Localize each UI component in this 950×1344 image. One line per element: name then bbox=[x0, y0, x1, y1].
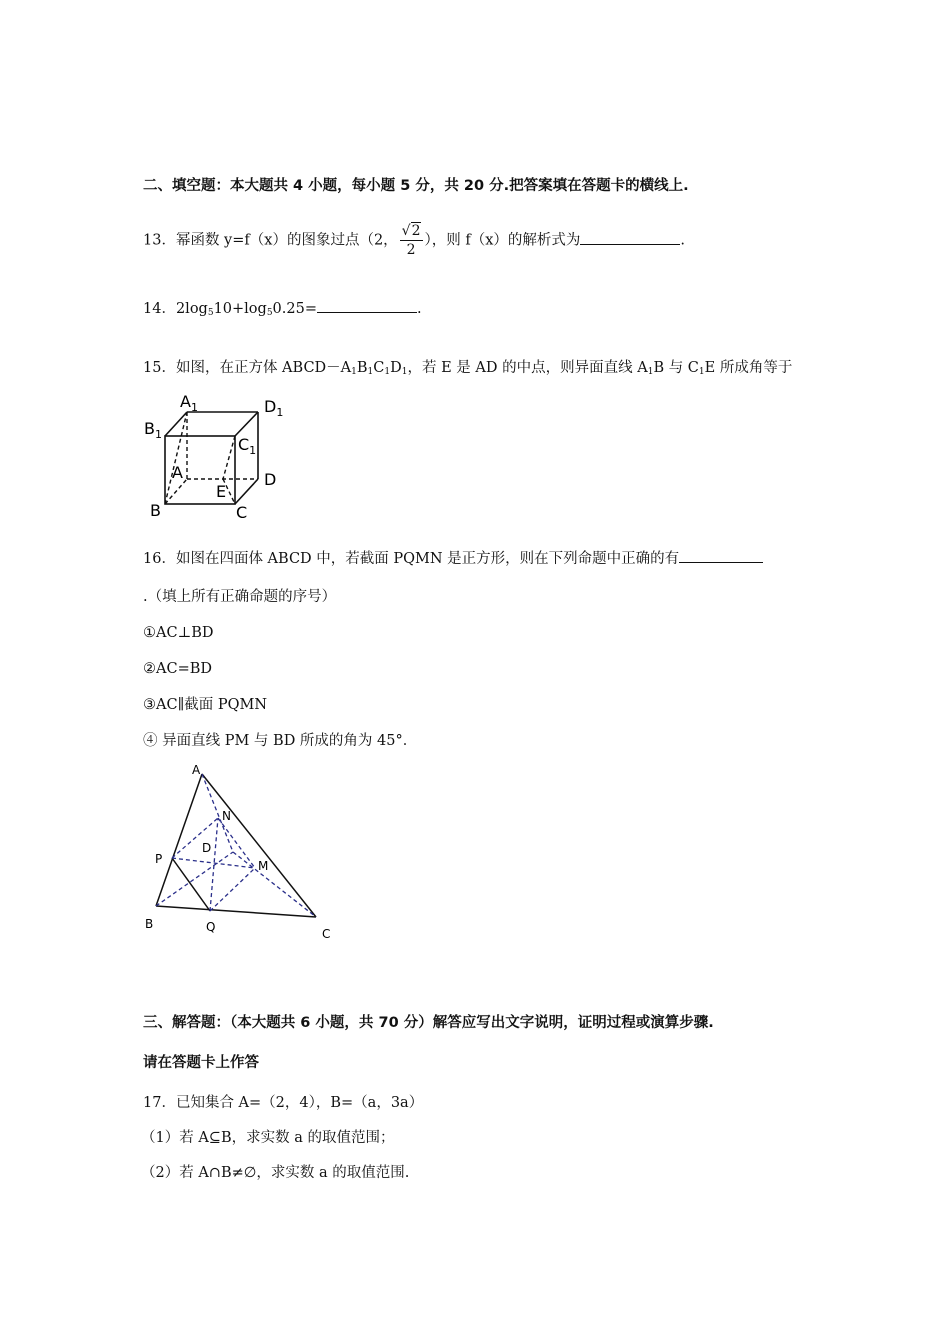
q14-answer-blank[interactable] bbox=[317, 298, 417, 313]
q17-part-2: （2）若 A∩B≠∅，求实数 a 的取值范围. bbox=[141, 1165, 410, 1181]
q17-part-1: （1）若 A⊆B，求实数 a 的取值范围； bbox=[141, 1130, 395, 1146]
q15-text-3: C bbox=[373, 360, 385, 376]
label-N: N bbox=[222, 809, 231, 823]
q15-sub-3: 1 bbox=[384, 367, 391, 377]
label-M: M bbox=[258, 859, 269, 873]
section-3-subheading: 请在答题卡上作答 bbox=[143, 1055, 259, 1071]
label-P: P bbox=[155, 852, 163, 866]
question-13 bbox=[143, 222, 685, 259]
q15-text-7: E 所成角等于 bbox=[704, 360, 793, 376]
q15-sub-4: 1 bbox=[401, 367, 408, 377]
label-C: C bbox=[322, 927, 331, 941]
q14-text-1: 14．2log bbox=[143, 301, 208, 317]
section-3-heading: 三、解答题：（本大题共 6 小题，共 70 分）解答应写出文字说明，证明过程或演算步骤. bbox=[143, 1015, 714, 1031]
label-B: B bbox=[150, 501, 161, 520]
label-E: E bbox=[216, 482, 227, 501]
q15-sub-5: 1 bbox=[647, 367, 654, 377]
tetrahedron-figure bbox=[140, 760, 340, 945]
q15-text-4: D bbox=[390, 360, 402, 376]
label-D: D bbox=[264, 470, 277, 489]
q14-end: . bbox=[416, 301, 422, 317]
q14-text-3: 0.25= bbox=[272, 301, 317, 317]
question-14 bbox=[143, 298, 422, 323]
q15-sub-1: 1 bbox=[351, 367, 357, 377]
fraction-radicand: 2 bbox=[411, 223, 421, 239]
q15-sub-2: 1 bbox=[367, 367, 374, 377]
sqrt2-over-2-fraction: $\frac{√2}{2}$ bbox=[401, 223, 421, 258]
q16-answer-blank[interactable] bbox=[679, 548, 763, 563]
q16-instruction: .（填上所有正确命题的序号） bbox=[143, 589, 337, 605]
q15-text-2: B bbox=[356, 360, 368, 376]
q13-end: . bbox=[680, 232, 686, 249]
label-Q: Q bbox=[206, 920, 216, 934]
q16-text-1: 16．如图在四面体 ABCD 中，若截面 PQMN 是正方形，则在下列命题中正确的有 bbox=[143, 551, 680, 567]
label-B1: $B_1$ bbox=[144, 419, 162, 441]
question-15 bbox=[143, 358, 792, 382]
label-D: D bbox=[202, 841, 212, 855]
q15-text-1: 15．如图，在正方体 ABCD－A bbox=[143, 360, 352, 376]
q16-option-4: ④ 异面直线 PM 与 BD 所成的角为 45°． bbox=[143, 733, 418, 749]
cube-figure bbox=[140, 388, 300, 523]
q13-answer-blank[interactable] bbox=[580, 230, 680, 245]
q14-sub-2: 5 bbox=[266, 308, 273, 318]
question-16 bbox=[143, 548, 763, 569]
q14-text-2: 10+log bbox=[213, 301, 267, 317]
question-17: 17．已知集合 A=（2，4），B=（a，3a） bbox=[143, 1095, 424, 1111]
q15-text-5: ，若 E 是 AD 的中点，则异面直线 A bbox=[407, 360, 648, 376]
q15-sub-6: 1 bbox=[698, 367, 705, 377]
q16-option-2: ②AC=BD bbox=[143, 661, 212, 677]
q15-text-6: B 与 C bbox=[653, 360, 699, 376]
q14-sub-1: 5 bbox=[207, 308, 214, 318]
label-D1: $D_1$ bbox=[264, 397, 284, 419]
label-A1: $A_1$ bbox=[180, 392, 198, 414]
q13-suffix: ），则 f（x）的解析式为 bbox=[424, 232, 581, 249]
q16-option-1: ①AC⊥BD bbox=[143, 625, 214, 641]
section-2-heading: 二、填空题：本大题共 4 小题，每小题 5 分，共 20 分.把答案填在答题卡的横线上. bbox=[143, 178, 689, 194]
label-B: B bbox=[145, 917, 154, 931]
label-A: A bbox=[192, 763, 201, 777]
label-C: C bbox=[236, 503, 248, 522]
label-A: A bbox=[172, 463, 183, 482]
q13-prefix: 13．幂函数 y=f（x）的图象过点（2， bbox=[143, 232, 398, 249]
fraction-denominator: 2 bbox=[406, 242, 416, 258]
label-C1: $C_1$ bbox=[238, 435, 257, 457]
q16-option-3: ③AC∥截面 PQMN bbox=[143, 697, 268, 713]
